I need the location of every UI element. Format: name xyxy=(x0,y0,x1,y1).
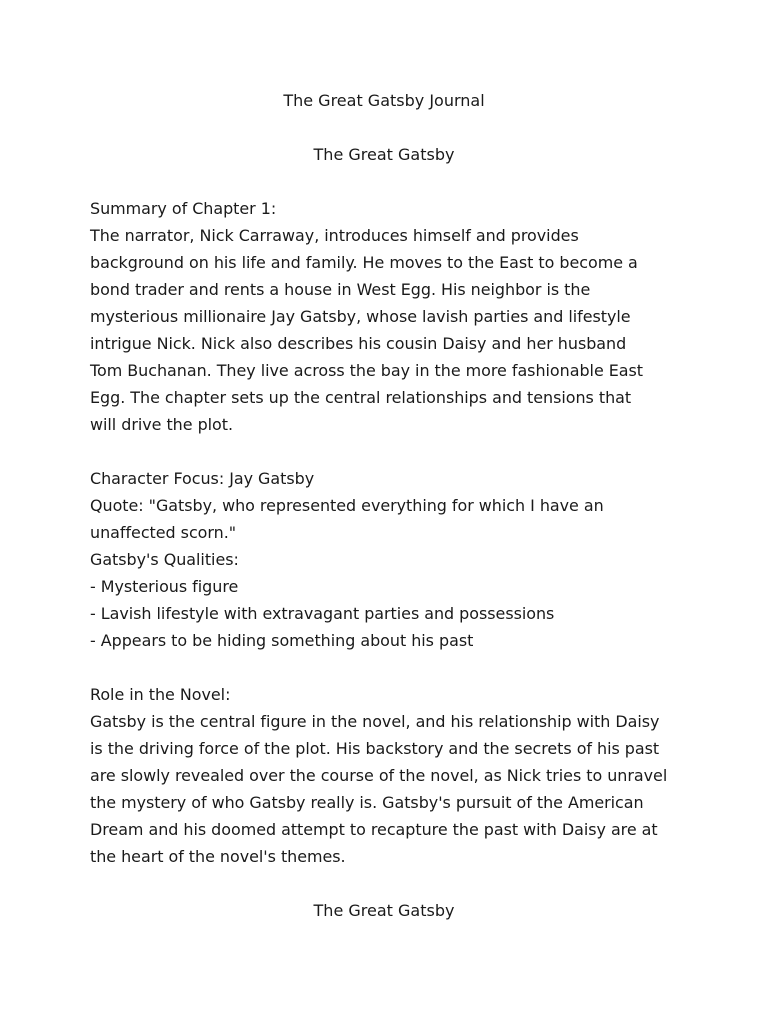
role-line: are slowly revealed over the course of the novel, as Nick tries to unravel xyxy=(90,766,668,785)
role-line: the heart of the novel's themes. xyxy=(90,847,346,866)
summary-line: The narrator, Nick Carraway, introduces himself and provides xyxy=(90,226,579,245)
journal-title: The Great Gatsby Journal xyxy=(283,91,485,110)
summary-section xyxy=(90,195,690,438)
spacer xyxy=(90,654,690,681)
summary-line: intrigue Nick. Nick also describes his cousin Daisy and her husband xyxy=(90,334,627,353)
quote-line: unaffected scorn." xyxy=(90,523,237,542)
summary-line: background on his life and family. He moves to the East to become a xyxy=(90,253,638,272)
spacer xyxy=(90,168,690,195)
journal-page xyxy=(90,87,690,924)
footer-title: The Great Gatsby xyxy=(313,901,455,920)
summary-line: Tom Buchanan. They live across the bay in the more fashionable East xyxy=(90,361,644,380)
summary-line: mysterious millionaire Jay Gatsby, whose lavish parties and lifestyle xyxy=(90,307,631,326)
quality-item: - Mysterious figure xyxy=(90,577,239,596)
role-section xyxy=(90,681,690,870)
qualities-heading: Gatsby's Qualities: xyxy=(90,550,239,569)
spacer xyxy=(90,114,690,141)
book-title: The Great Gatsby xyxy=(313,145,455,164)
summary-line: bond trader and rents a house in West Egg. His neighbor is the xyxy=(90,280,591,299)
quote-line: Quote: "Gatsby, who represented everything for which I have an xyxy=(90,496,604,515)
spacer xyxy=(90,438,690,465)
quality-item: - Appears to be hiding something about his past xyxy=(90,631,474,650)
role-line: Dream and his doomed attempt to recapture the past with Daisy are at xyxy=(90,820,658,839)
role-line: the mystery of who Gatsby really is. Gatsby's pursuit of the American xyxy=(90,793,644,812)
spacer xyxy=(90,870,690,897)
summary-line: will drive the plot. xyxy=(90,415,234,434)
summary-heading: Summary of Chapter 1: xyxy=(90,199,277,218)
role-line: Gatsby is the central figure in the novel, and his relationship with Daisy xyxy=(90,712,660,731)
character-heading: Character Focus: Jay Gatsby xyxy=(90,469,315,488)
character-section xyxy=(90,465,690,654)
role-line: is the driving force of the plot. His backstory and the secrets of his past xyxy=(90,739,660,758)
summary-line: Egg. The chapter sets up the central relationships and tensions that xyxy=(90,388,632,407)
role-heading: Role in the Novel: xyxy=(90,685,231,704)
quality-item: - Lavish lifestyle with extravagant parties and possessions xyxy=(90,604,555,623)
